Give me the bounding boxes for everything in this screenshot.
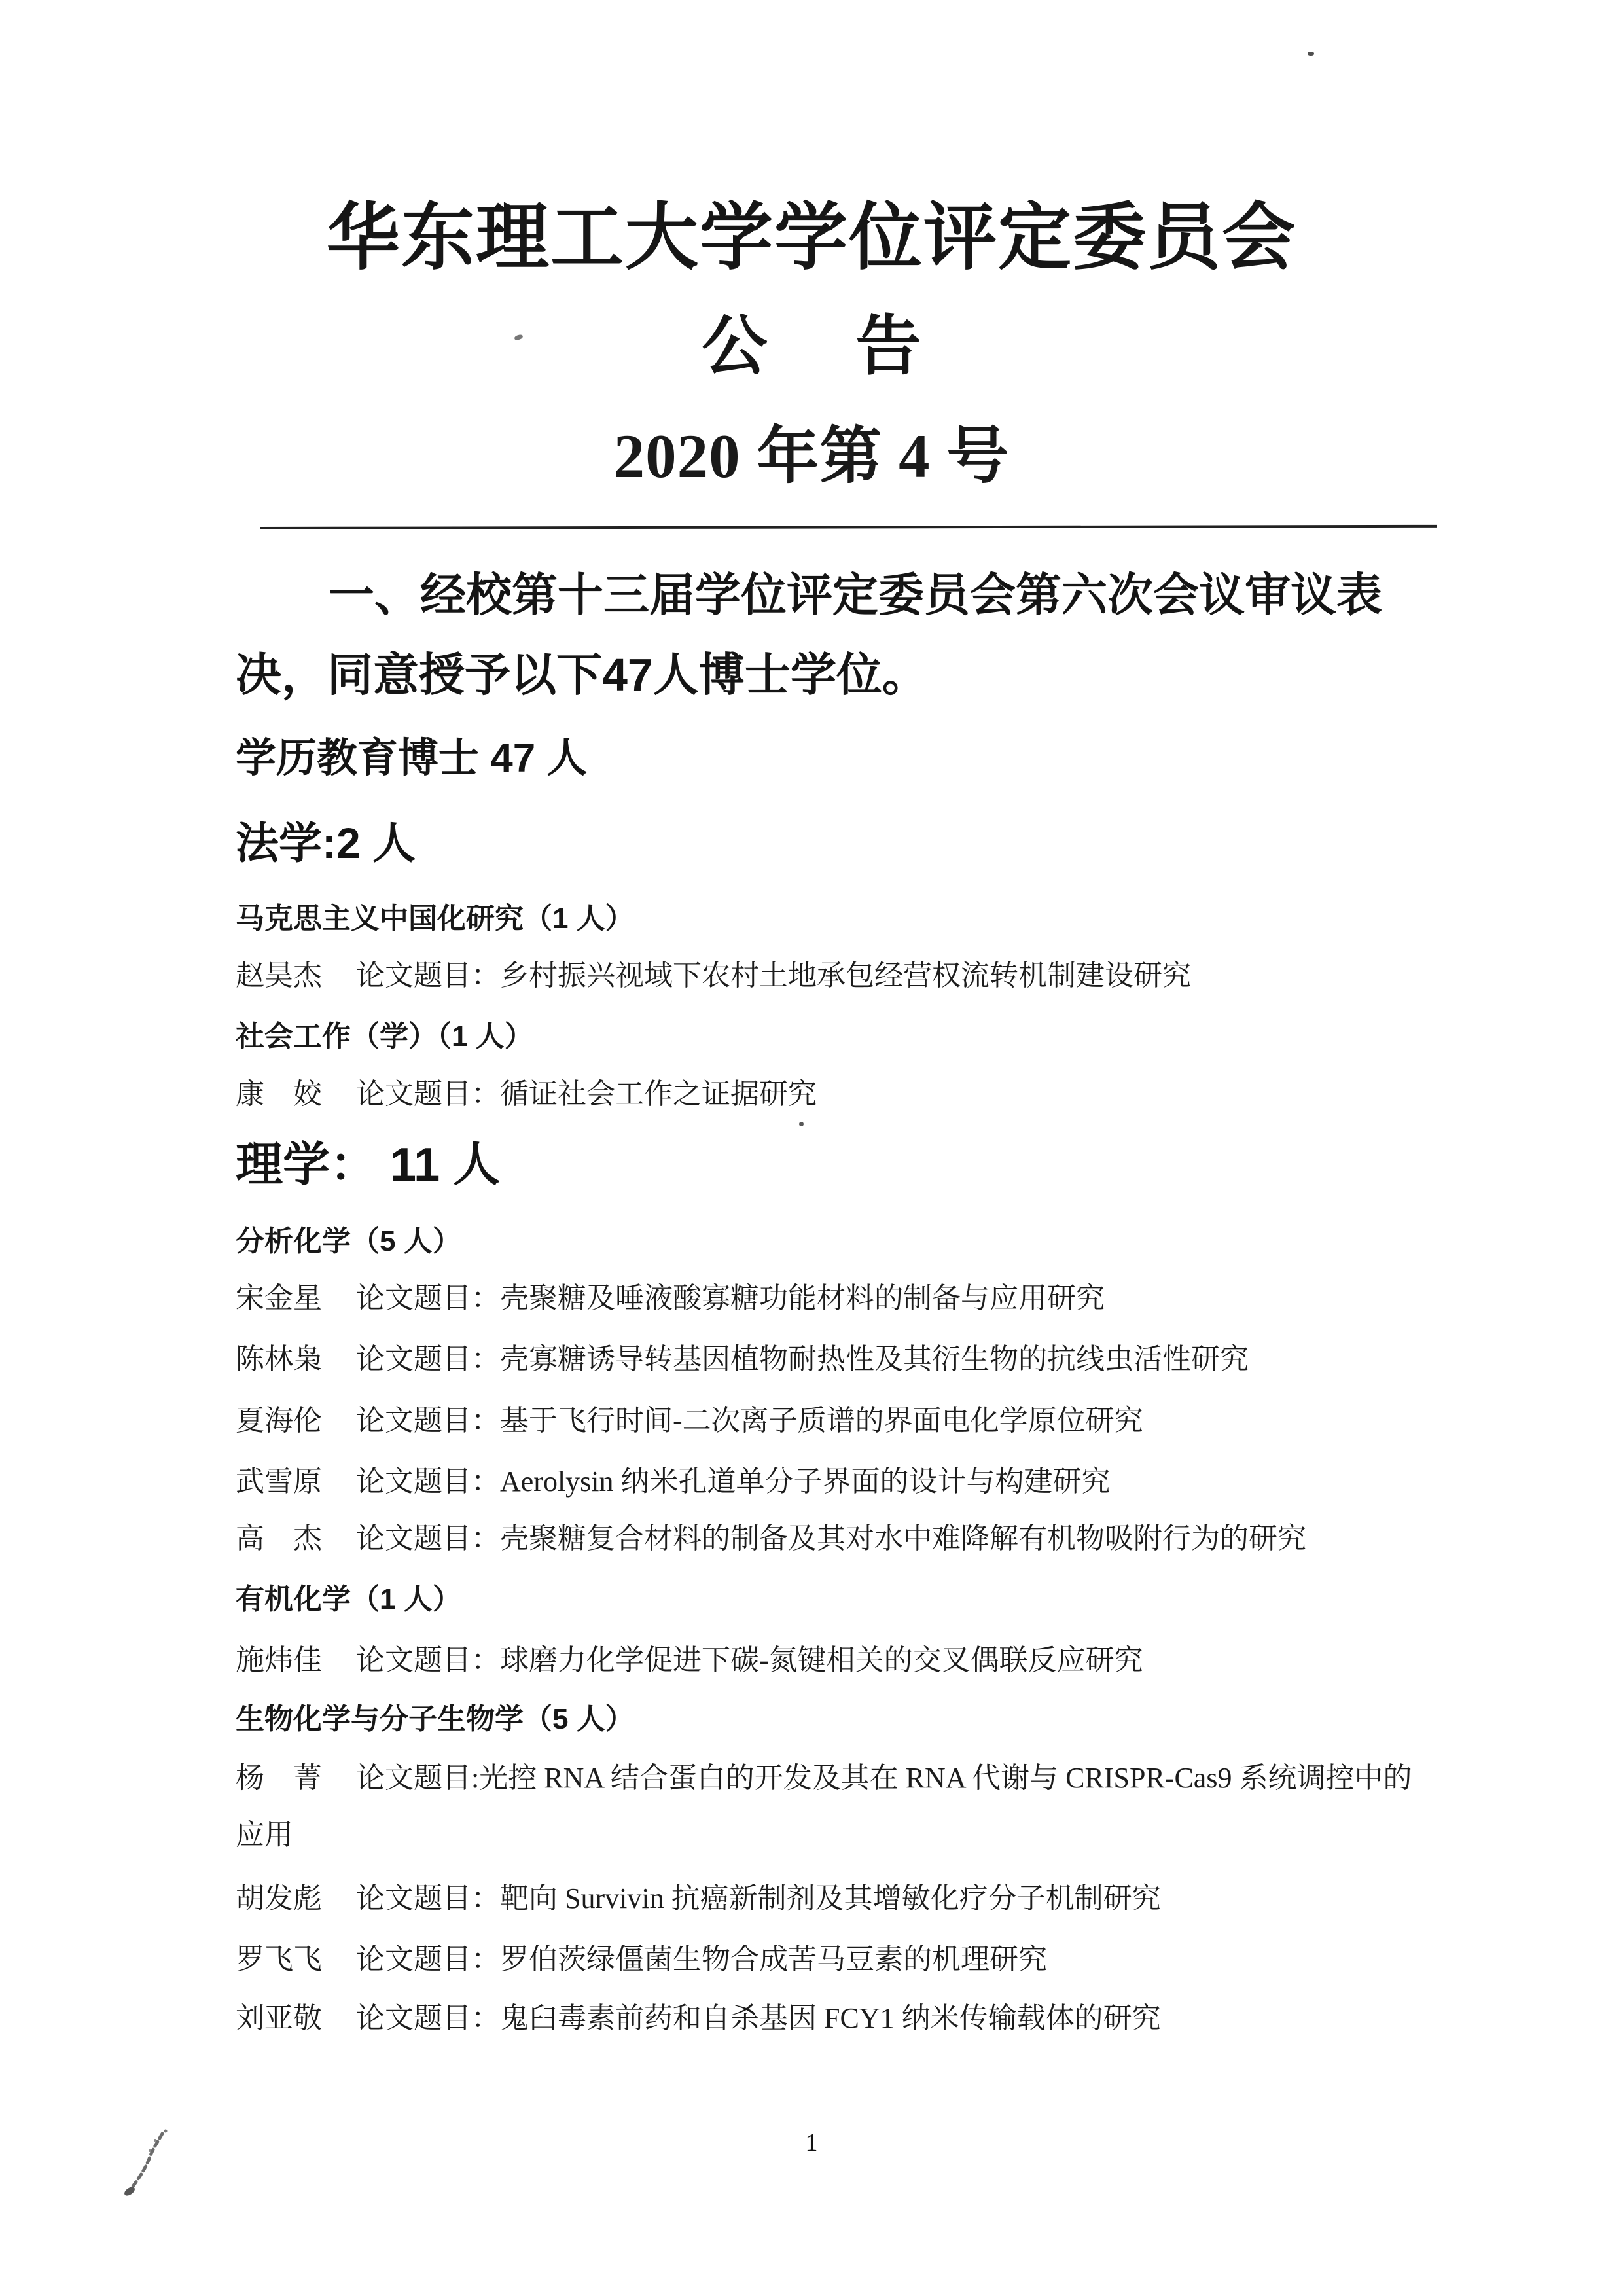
thesis-row	[236, 2000, 1584, 2036]
candidate-name: 陈林枭	[236, 1343, 322, 1375]
thesis-title: 罗伯茨绿僵菌生物合成苦马豆素的机理研究	[500, 1943, 1047, 1975]
thesis-label: 论文题目：	[356, 1943, 500, 1975]
thesis-title: 球磨力化学促进下碳-氮键相关的交叉偶联反应研究	[500, 1644, 1143, 1676]
thesis-row	[236, 1520, 1584, 1556]
thesis-title: 壳聚糖及唾液酸寡糖功能材料的制备与应用研究	[500, 1282, 1105, 1314]
ink-speck-artifact	[1308, 52, 1314, 56]
thesis-label: 论文题目:	[356, 1762, 480, 1794]
degree-summary-heading: 学历教育博士 47 人	[236, 736, 588, 781]
subsection-heading-organic-chemistry: 有机化学（1 人）	[236, 1583, 461, 1615]
ink-speck-artifact	[799, 1122, 804, 1126]
thesis-label: 论文题目：	[356, 1465, 500, 1498]
subsection-heading-marxism: 马克思主义中国化研究（1 人）	[236, 903, 634, 935]
thesis-label: 论文题目：	[356, 1882, 500, 1914]
section-heading-law: 法学:2 人	[236, 819, 416, 867]
thesis-label: 论文题目：	[356, 2002, 500, 2034]
thesis-label: 论文题目：	[356, 1522, 500, 1554]
issue-number: 2020 年第 4 号	[613, 422, 1010, 491]
thesis-row	[236, 1642, 1584, 1678]
subtitle-char-1: 公	[702, 310, 768, 383]
thesis-label: 论文题目：	[356, 1405, 500, 1437]
thesis-title: 循证社会工作之证据研究	[500, 1078, 817, 1110]
thesis-title: 乡村振兴视域下农村土地承包经营权流转机制建设研究	[500, 960, 1191, 992]
candidate-name: 宋金星	[236, 1282, 322, 1314]
candidate-name: 杨 菁	[236, 1762, 322, 1794]
candidate-name: 胡发彪	[236, 1882, 322, 1914]
thesis-row	[236, 1463, 1584, 1499]
thesis-label: 论文题目：	[356, 1644, 500, 1676]
thesis-row	[236, 1076, 1584, 1112]
thesis-title: 基于飞行时间-二次离子质谱的界面电化学原位研究	[500, 1405, 1143, 1437]
thesis-title: 壳寡糖诱导转基因植物耐热性及其衍生物的抗线虫活性研究	[500, 1343, 1249, 1375]
thesis-label: 论文题目：	[356, 1078, 500, 1110]
thesis-row	[236, 1760, 1584, 1796]
candidate-name: 康 姣	[236, 1078, 322, 1110]
thesis-row	[236, 958, 1584, 994]
candidate-name: 赵昊杰	[236, 960, 322, 992]
candidate-name: 高 杰	[236, 1522, 322, 1554]
thesis-title: 鬼臼毒素前药和自杀基因 FCY1 纳米传输载体的研究	[500, 2002, 1161, 2034]
thesis-row	[236, 1941, 1584, 1977]
thesis-title: 靶向 Survivin 抗癌新制剂及其增敏化疗分子机制研究	[500, 1882, 1161, 1914]
page-number: 1	[805, 2129, 818, 2157]
candidate-name: 罗飞飞	[236, 1943, 322, 1975]
thesis-title: 壳聚糖复合材料的制备及其对水中难降解有机物吸附行为的研究	[500, 1522, 1306, 1554]
subsection-heading-social-work: 社会工作（学）（1 人）	[236, 1020, 533, 1052]
subsection-heading-analytical-chemistry: 分析化学（5 人）	[236, 1225, 461, 1257]
candidate-name: 夏海伦	[236, 1405, 322, 1437]
page-title: 华东理工大学学位评定委员会	[327, 198, 1296, 279]
pen-scribble-artifact	[119, 2127, 171, 2198]
thesis-title: Aerolysin 纳米孔道单分子界面的设计与构建研究	[500, 1465, 1111, 1498]
title-divider-rule	[260, 525, 1437, 529]
thesis-label: 论文题目：	[356, 1343, 500, 1375]
candidate-name: 刘亚敬	[236, 2002, 322, 2034]
candidate-name: 武雪原	[236, 1465, 322, 1498]
thesis-row	[236, 1280, 1584, 1316]
subtitle-char-2: 告	[855, 310, 921, 383]
thesis-row	[236, 1403, 1584, 1439]
thesis-label: 论文题目：	[356, 1282, 500, 1314]
section-heading-science: 理学： 11 人	[236, 1139, 501, 1191]
page-subtitle	[0, 309, 1623, 384]
thesis-label: 论文题目：	[356, 960, 500, 992]
candidate-name: 施炜佳	[236, 1644, 322, 1676]
subsection-heading-biochemistry: 生物化学与分子生物学（5 人）	[236, 1703, 634, 1735]
thesis-title-continuation: 应用	[236, 1819, 293, 1851]
thesis-row	[236, 1341, 1584, 1377]
intro-paragraph-line-2: 决，同意授予以下47人博士学位。	[236, 649, 928, 700]
thesis-title: 光控 RNA 结合蛋白的开发及其在 RNA 代谢与 CRISPR-Cas9 系统调控中的	[479, 1762, 1412, 1794]
thesis-row	[236, 1880, 1584, 1916]
intro-paragraph-line-1: 一、经校第十三届学位评定委员会第六次会议审议表	[329, 569, 1382, 620]
